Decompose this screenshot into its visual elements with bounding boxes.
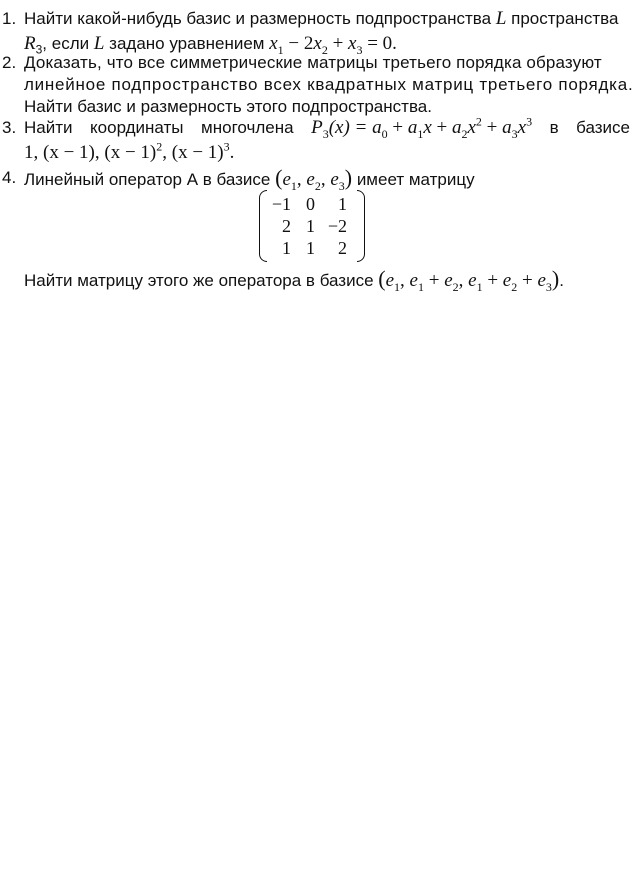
word: в <box>549 118 559 137</box>
problem-1-tail: пространства <box>511 9 619 28</box>
var-L: L <box>495 8 507 29</box>
basis-e: ($e_1$, $e_2$, $e_3$) <box>275 165 353 193</box>
operator-matrix <box>259 190 365 262</box>
problem-2-line-1: Доказать, что все симметрические матрицы третьего порядка образуют <box>24 53 602 72</box>
period: . <box>559 271 564 290</box>
matrix-cell: 1 <box>338 194 347 214</box>
problem-number: 1. <box>2 9 17 28</box>
matrix-cell: −1 <box>271 194 291 214</box>
problem-number: 2. <box>2 53 17 72</box>
word: многочлена <box>201 118 294 137</box>
matrix-cell: 1 <box>282 238 291 258</box>
matrix-cell: 2 <box>282 216 291 236</box>
problem-number: 4. <box>2 168 17 187</box>
problem-1-line-1 <box>24 8 618 30</box>
word: базисе <box>576 118 630 137</box>
problem-3-line-2 <box>24 139 235 164</box>
problem-4-text: Линейный оператор А в базисе <box>24 170 271 189</box>
problem-4-tail: имеет матрицу <box>356 170 475 189</box>
matrix-right-bracket <box>357 190 365 262</box>
problem-4-line-2 <box>24 266 564 294</box>
problem-4-question: Найти матрицу этого же оператора в базисе <box>24 271 374 290</box>
problem-1-text: Найти какой-нибудь базис и размерность подпространства <box>24 9 492 28</box>
problem-2-line-2: линейное подпространство всех квадратных матриц третьего порядка. <box>24 75 634 94</box>
problem-3-line-1 <box>24 114 630 141</box>
problem-number: 3. <box>2 118 17 137</box>
equation: $x_1 - 2x_2 + x_3 = 0$. <box>269 33 397 57</box>
word: Найти <box>24 118 73 137</box>
comma-if: , если <box>42 34 90 53</box>
word: координаты <box>90 118 184 137</box>
matrix-cell: −2 <box>327 216 347 236</box>
matrix-cell: 1 <box>306 238 315 258</box>
basis-formula: 1, (x − 1), $(x - 1)^2$, $(x - 1)^3$. <box>24 139 235 163</box>
matrix-cell: 2 <box>338 238 347 258</box>
problem-2-line-3: Найти базис и размерность этого подпространства. <box>24 97 432 116</box>
problem-1-condition-text: задано уравнением <box>109 34 265 53</box>
matrix-cell: 1 <box>306 216 315 236</box>
var-R: R <box>24 33 36 54</box>
subscript: 3 <box>35 42 43 57</box>
polynomial-formula: $P_3(x) = a_0 + a_1x + a_2x^2 + a_3x^3$ <box>311 114 533 141</box>
problem-4-line-1 <box>24 165 475 193</box>
var-L: L <box>93 33 105 54</box>
new-basis: ($e_1$, $e_1 + e_2$, $e_1 + e_2 + e_3$) <box>378 266 560 294</box>
matrix-cell: 0 <box>306 194 315 214</box>
